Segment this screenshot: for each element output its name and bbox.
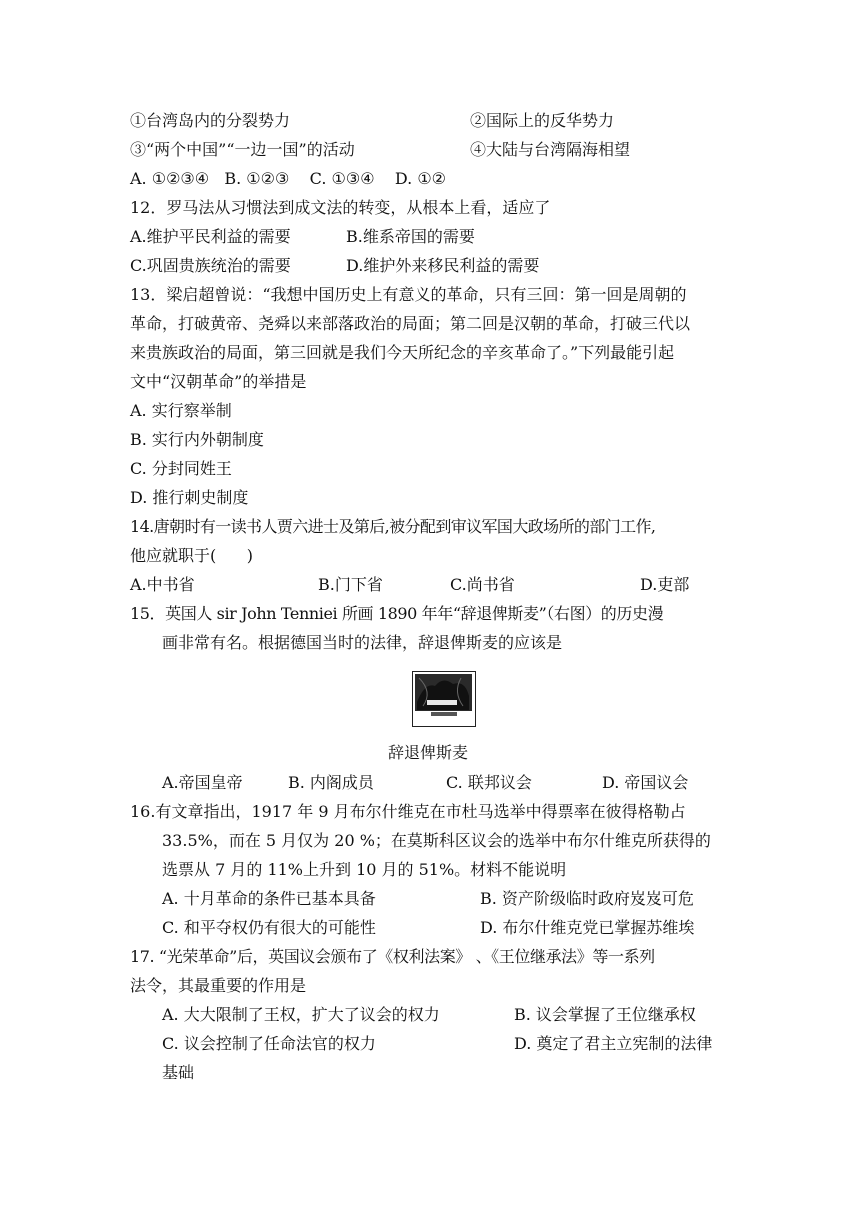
q14-stem-line-1: 14.唐朝时有一读书人贾六进士及第后,被分配到审议军国大政场所的部门工作,: [130, 517, 656, 536]
q13-stem-line-2: 革命，打破黄帝、尧舜以来部落政治的局面；第二回是汉朝的革命，打破三代以: [130, 314, 691, 333]
q17-option-c: C. 议会控制了任命法官的权力: [162, 1034, 376, 1053]
q13-option-c: C. 分封同姓王: [130, 459, 232, 478]
q15-option-d: D. 帝国议会: [602, 773, 689, 792]
q13-stem-line-4: 文中“汉朝革命”的举措是: [130, 372, 307, 391]
bismarck-cartoon-image: [412, 671, 476, 727]
q12-option-d: D.维护外来移民利益的需要: [346, 256, 540, 275]
q13-option-a: A. 实行察举制: [130, 401, 232, 420]
q12-option-a: A.维护平民利益的需要: [130, 227, 291, 246]
q17-option-a: A. 大大限制了王权，扩大了议会的权力: [162, 1005, 440, 1024]
q13-option-d: D. 推行刺史制度: [130, 488, 249, 507]
q16-option-d: D. 布尔什维克党已掌握苏维埃: [480, 918, 695, 937]
q11-option-2: ②国际上的反华势力: [470, 111, 615, 130]
q13-stem-line-3: 来贵族政治的局面，第三回就是我们今天所纪念的辛亥革命了。”下列最能引起: [130, 343, 675, 362]
q15-option-b: B. 内阁成员: [288, 773, 374, 792]
q12-option-b: B.维系帝国的需要: [346, 227, 475, 246]
q14-option-a: A.中书省: [130, 575, 195, 594]
q11-option-3: ③“两个中国”“一边一国”的活动: [130, 140, 355, 159]
q16-stem-line-2: 33.5%，而在 5 月仅为 20 %；在莫斯科区议会的选举中布尔什维克所获得的: [162, 831, 711, 850]
q15-stem-line-2: 画非常有名。根据德国当时的法律，辞退俾斯麦的应该是: [162, 633, 563, 652]
q11-option-4: ④大陆与台湾隔海相望: [470, 140, 631, 159]
q16-option-c: C. 和平夺权仍有很大的可能性: [162, 918, 376, 937]
q15-option-a: A.帝国皇帝: [162, 773, 243, 792]
q14-option-c: C.尚书省: [450, 575, 515, 594]
q17-stem-line-2: 法令，其最重要的作用是: [130, 976, 307, 995]
q12-option-c: C.巩固贵族统治的需要: [130, 256, 291, 275]
q15-image-caption: 辞退俾斯麦: [388, 743, 469, 762]
q17-option-b: B. 议会掌握了王位继承权: [514, 1005, 696, 1024]
q16-option-a: A. 十月革命的条件已基本具备: [162, 889, 376, 908]
q16-stem-line-1: 16.有文章指出，1917 年 9 月布尔什维克在市杜马选举中得票率在彼得格勒占: [130, 802, 686, 821]
q14-stem-line-2: 他应就职于( ): [130, 546, 254, 565]
q17-stem-line-1: 17. “光荣革命”后，英国议会颁布了《权利法案》 、《王位继承法》等一系列: [130, 947, 655, 966]
q15-option-c: C. 联邦议会: [446, 773, 532, 792]
q15-stem-line-1: 15．英国人 sir John Tenniei 所画 1890 年年“辞退俾斯麦”（右图）的历史漫: [130, 604, 664, 623]
q17-option-d: D. 奠定了君主立宪制的法律: [514, 1034, 713, 1053]
q12-stem: 12．罗马法从习惯法到成文法的转变，从根本上看，适应了: [130, 198, 551, 217]
q17-option-d-continued: 基础: [162, 1063, 195, 1082]
q16-option-b: B. 资产阶级临时政府岌岌可危: [480, 889, 694, 908]
q13-option-b: B. 实行内外朝制度: [130, 430, 264, 449]
q11-option-1: ①台湾岛内的分裂势力: [130, 111, 291, 130]
q16-stem-line-3: 选票从 7 月的 11%上升到 10 月的 51%。材料不能说明: [162, 860, 567, 879]
q11-choices: A. ①②③④ B. ①②③ C. ①③④ D. ①②: [130, 169, 446, 188]
q14-option-b: B.门下省: [318, 575, 383, 594]
q13-stem-line-1: 13．梁启超曾说：“我想中国历史上有意义的革命，只有三回：第一回是周朝的: [130, 285, 687, 304]
q14-option-d: D.吏部: [640, 575, 690, 594]
